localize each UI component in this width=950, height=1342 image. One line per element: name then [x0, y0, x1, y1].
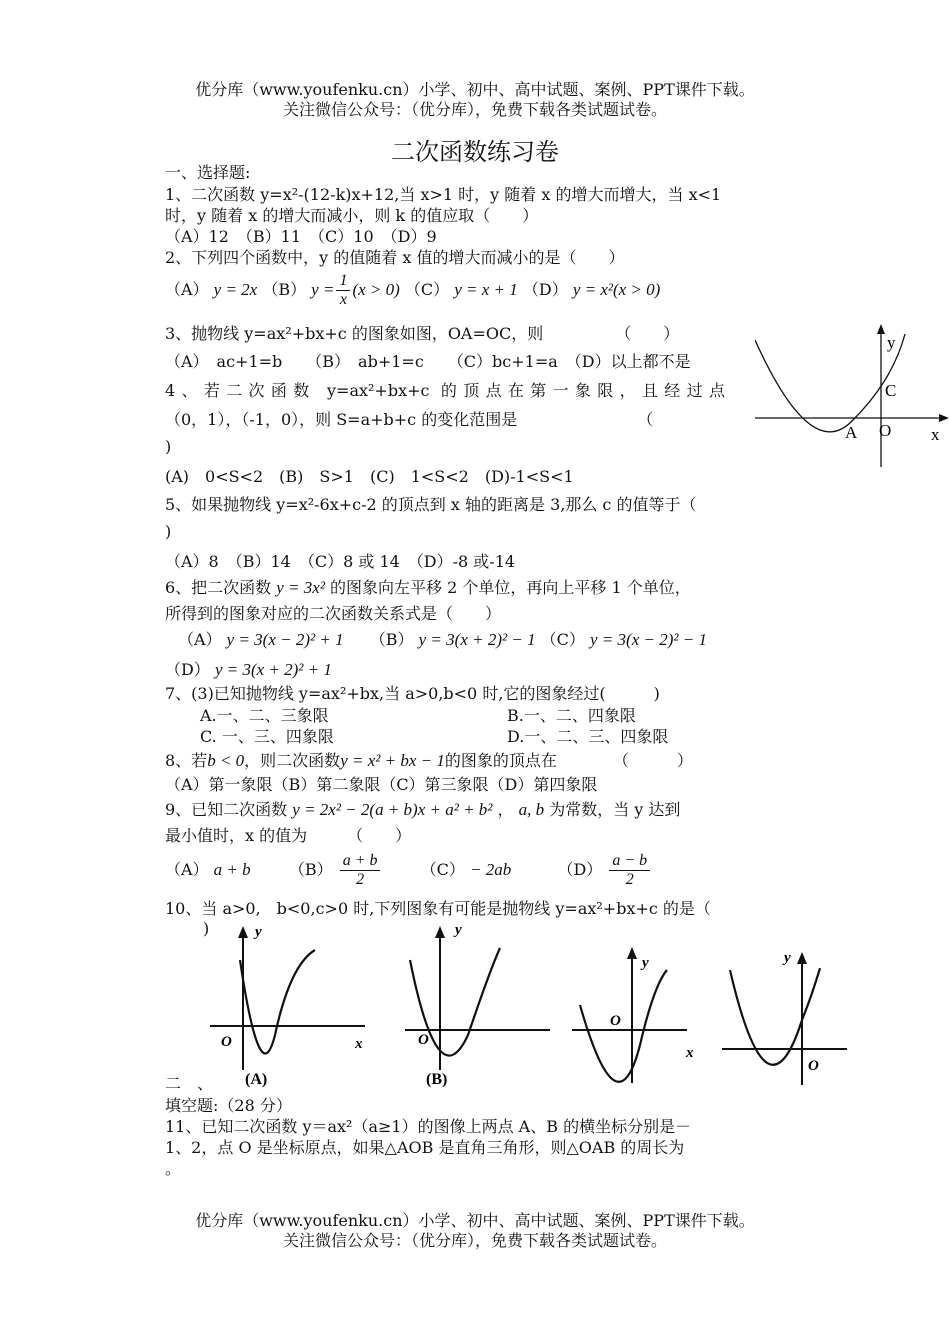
q4-line2: （0，1），（-1，0），则 S=a+b+c 的变化范围是 （	[165, 410, 654, 429]
q2-opt-b-pre: y =	[311, 280, 335, 299]
q7-opt-a: A.一、二、三象限	[200, 706, 329, 725]
q9-line2: 最小值时，x 的值为 （ ）	[165, 826, 412, 845]
q6-options-row2	[165, 660, 332, 680]
q11-line1: 11、已知二次函数 y＝ax²（a≥1）的图像上两点 A、B 的横坐标分别是－	[165, 1117, 692, 1136]
q7-opt-c: C. 一、三、四象限	[200, 727, 334, 746]
q8-post: 的图象的顶点在 （ ）	[444, 751, 693, 770]
q3-options: （A） ac+1=b （B） ab+1=c （C）bc+1=a （D）以上都不是	[165, 352, 691, 371]
q9-opt-d-label: （D）	[557, 860, 603, 879]
q9-mid: ，	[497, 800, 514, 819]
q6-opt-a-expr: y = 3(x − 2)² + 1	[226, 630, 344, 649]
graph-a-caption: (A)	[245, 1071, 268, 1088]
q3-y-arrow	[877, 324, 885, 334]
q9-post: 为常数，当 y 达到	[549, 800, 681, 819]
graph-c-label-o: O	[610, 1013, 621, 1029]
q2-options	[165, 272, 660, 320]
graph-b-caption: (B)	[426, 1071, 448, 1088]
q9-opt-c-label: （C）	[420, 860, 465, 879]
q9-options	[165, 852, 652, 896]
q3-x-arrow	[939, 414, 949, 422]
q2-opt-a-label: （A）	[165, 280, 209, 299]
q8-pre: 8、若	[165, 751, 208, 770]
section-fill-marker: 二 、	[165, 1074, 214, 1093]
graph-d-y-arrow	[797, 952, 807, 964]
q2-opt-b-denominator: x	[339, 291, 347, 308]
q2-opt-a-expr: y = 2x	[213, 280, 258, 299]
q6-opt-b-label: （B）	[369, 630, 414, 649]
graph-a-curve	[240, 950, 315, 1053]
q6-opt-c-expr: y = 3(x − 2)² − 1	[590, 630, 707, 649]
header-line-2: 关注微信公众号：（优分库），免费下载各类试题试卷。	[282, 100, 667, 119]
graph-d-label-y: y	[784, 950, 791, 966]
q5-line1: 5、如果抛物线 y=x²-6x+c-2 的顶点到 x 轴的距离是 3,那么 c 的值等于（	[165, 495, 697, 514]
section-fill-heading: 填空题:（28 分）	[165, 1096, 292, 1115]
q2-opt-b-fraction	[336, 272, 350, 309]
graph-c-label-y: y	[642, 955, 649, 971]
graph-b-y-arrow	[435, 926, 445, 938]
q7-opt-d: D.一、二、三、四象限	[507, 727, 669, 746]
q3-label-c: C	[885, 381, 897, 400]
q6-line1-pre: 6、把二次函数	[165, 578, 272, 597]
q8-mid: ，则二次函数	[244, 751, 341, 770]
q7-opt-b: B.一、二、四象限	[507, 706, 636, 725]
q4-options: (A) 0<S<2 (B) S>1 (C) 1<S<2 (D)-1<S<1	[165, 467, 574, 486]
q10-graph-a	[205, 920, 375, 1090]
q3-label-x: x	[931, 425, 940, 444]
q3-label-o: O	[879, 421, 892, 440]
q11-line2: 1、2，点 O 是坐标原点，如果△AOB 是直角三角形，则△OAB 的周长为	[165, 1138, 685, 1157]
q10-line1: 10、当 a>0, b<0,c>0 时,下列图象有可能是抛物线 y=ax²+bx+c 的是（	[165, 899, 711, 918]
section-choice-heading: 一、选择题:	[165, 163, 251, 182]
q6-opt-a-label: （A）	[178, 630, 222, 649]
q2-opt-d-expr: y = x²(x > 0)	[572, 280, 661, 299]
q1-line1: 1、二次函数 y=x²-(12-k)x+12,当 x>1 时，y 随着 x 的增大而增大，当 x<1	[165, 185, 722, 204]
q9-opt-d-numerator: a − b	[609, 852, 650, 871]
graph-b-label-y: y	[455, 922, 462, 938]
q9-opt-a-expr: a + b	[213, 860, 251, 879]
q2-opt-c-label: （C）	[404, 280, 450, 299]
q2-opt-d-label: （D）	[522, 280, 568, 299]
q9-expr: y = 2x² − 2(a + b)x + a² + b²	[292, 800, 493, 819]
q2-stem: 2、下列四个函数中，y 的值随着 x 值的增大而减小的是（ ）	[165, 248, 625, 267]
q6-opt-b-expr: y = 3(x + 2)² − 1	[418, 630, 536, 649]
q2-opt-b-domain: (x > 0)	[352, 280, 400, 299]
graph-a-label-o: O	[221, 1034, 232, 1050]
q9-opt-d-fraction	[609, 852, 650, 889]
q4-line3: )	[165, 437, 172, 456]
q5-line2: )	[165, 522, 172, 541]
graph-a-label-y: y	[255, 924, 262, 940]
footer-line-1: 优分库（www.youfenku.cn）小学、初中、高中试题、案例、PPT课件下载。	[195, 1211, 755, 1230]
q9-opt-a-label: （A）	[165, 860, 209, 879]
footer-line-2: 关注微信公众号：（优分库），免费下载各类试题试卷。	[282, 1231, 667, 1250]
graph-a-y-arrow	[238, 926, 248, 938]
q3-stem: 3、抛物线 y=ax²+bx+c 的图象如图，OA=OC，则 （ ）	[165, 324, 680, 343]
page-title: 二次函数练习卷	[391, 138, 559, 166]
header-line-1: 优分库（www.youfenku.cn）小学、初中、高中试题、案例、PPT课件下载。	[195, 80, 755, 99]
q7-stem: 7、(3)已知抛物线 y=ax²+bx,当 a>0,b<0 时,它的图象经过( )	[165, 684, 660, 703]
q6-opt-d-expr: y = 3(x + 2)² + 1	[214, 660, 332, 679]
q8-options: （A）第一象限（B）第二象限（C）第三象限（D）第四象限	[165, 775, 598, 794]
q4-line1: 4、若二次函数 y=ax²+bx+c 的顶点在第一象限，且经过点	[165, 381, 725, 400]
q9-stem	[165, 800, 680, 820]
q9-vars: a, b	[518, 800, 545, 819]
q10-line2: )	[203, 919, 210, 938]
q9-opt-b-fraction	[340, 852, 381, 889]
q9-opt-d-denominator: 2	[625, 871, 634, 888]
q2-opt-c-expr: y = x + 1	[454, 280, 518, 299]
q2-opt-b-numerator: 1	[336, 272, 350, 291]
graph-a-label-x: x	[355, 1036, 363, 1052]
graph-c-curve	[580, 970, 667, 1082]
q6-line1-post: 的图象向左平移 2 个单位，再向上平移 1 个单位，	[330, 578, 691, 597]
q8-condition: b < 0	[207, 751, 245, 770]
q10-graph-b	[400, 920, 570, 1090]
q6-line1	[165, 578, 691, 598]
q10-graph-d	[722, 940, 850, 1090]
q9-pre: 9、已知二次函数	[165, 800, 288, 819]
q6-options-row1	[178, 630, 707, 650]
q9-opt-b-denominator: 2	[356, 871, 365, 888]
q6-opt-d-label: （D）	[165, 660, 210, 679]
q10-graph-c	[572, 935, 702, 1090]
q6-line2: 所得到的图象对应的二次函数关系式是（ ）	[165, 604, 502, 623]
q8-expr: y = x² + bx − 1	[340, 751, 445, 770]
q1-line2: 时，y 随着 x 的增大而减小，则 k 的值应取（ ）	[165, 206, 539, 225]
q9-opt-c-expr: − 2ab	[470, 860, 512, 879]
graph-d-curve	[730, 968, 820, 1065]
q2-opt-b-label: （B）	[262, 280, 307, 299]
q3-label-y: y	[887, 333, 896, 352]
q6-opt-c-label: （C）	[540, 630, 585, 649]
graph-c-y-arrow	[627, 947, 637, 959]
q8-stem	[165, 751, 693, 771]
graph-b-label-o: O	[418, 1032, 429, 1048]
q3-label-a: A	[845, 423, 858, 442]
graph-c-label-x: x	[686, 1045, 694, 1061]
q11-line3: 。	[165, 1159, 182, 1178]
q1-options: （A）12 （B）11 （C）10 （D）9	[165, 227, 437, 246]
q6-line1-expr: y = 3x²	[276, 578, 325, 597]
q5-options: （A）8 （B）14 （C）8 或 14 （D）-8 或-14	[165, 552, 516, 571]
q3-parabola-curve	[755, 334, 905, 432]
q9-opt-b-label: （B）	[288, 860, 333, 879]
graph-d-label-o: O	[808, 1058, 819, 1074]
q9-opt-b-numerator: a + b	[340, 852, 381, 871]
q3-parabola-figure	[755, 322, 950, 472]
